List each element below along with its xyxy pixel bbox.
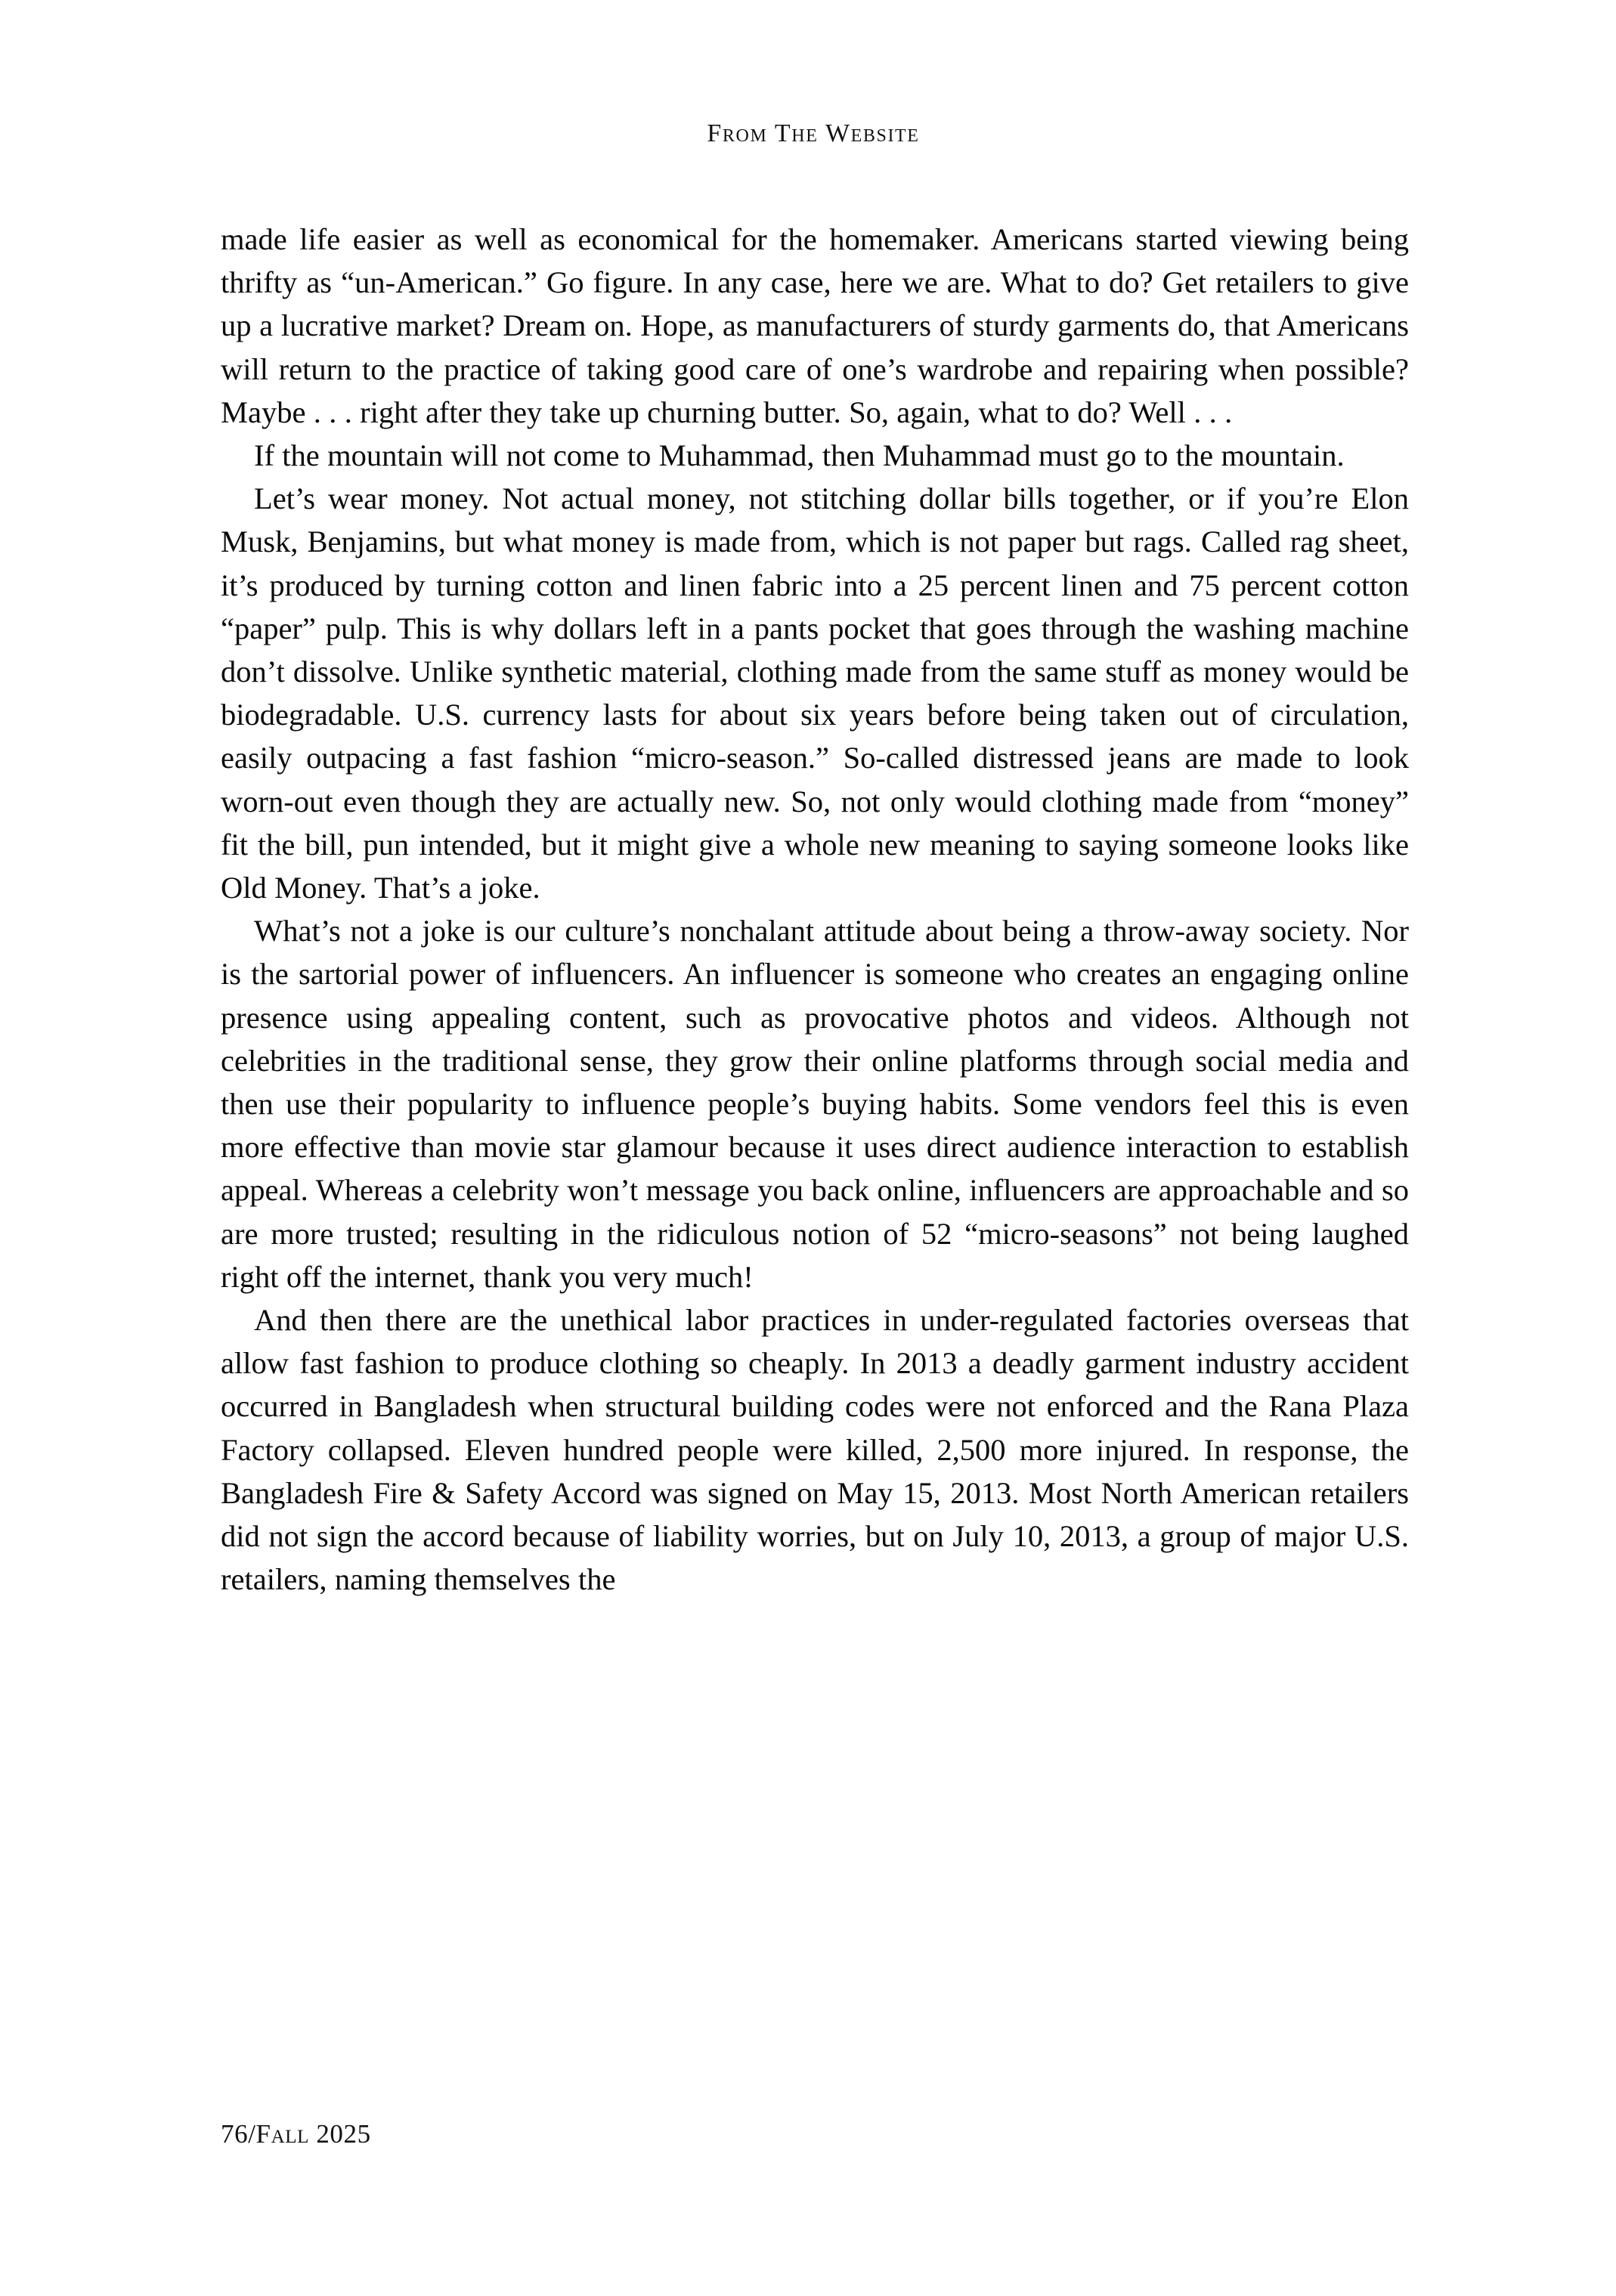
page-folio: 76/Fall 2025 — [221, 2119, 371, 2149]
body-text-column — [221, 218, 1409, 1601]
running-head: From The Website — [707, 119, 920, 147]
paragraph-labor: And then there are the unethical labor practices in under-regulated factories overseas that allow fast fashion to produce clothing so cheaply. In 2013 a deadly garment industry accident occurred in Bangladesh when structural building codes were not enforced and the Rana Plaza Factory collapsed. Eleven hundred people were killed, 2,500 more injured. In response, the Bangladesh Fire & Safety Accord was signed on May 15, 2013. Most North American retailers did not sign the accord because of liability worries, but on July 10, 2013, a group of major U.S. retailers, naming themselves the — [221, 1303, 1409, 1597]
paragraph-mountain: If the mountain will not come to Muhammad, then Muhammad must go to the mountain. — [254, 438, 1345, 473]
paragraph-influencers: What’s not a joke is our culture’s nonchalant attitude about being a throw-away society. Nor is the sartorial power of influencers. An influencer is someone who creates an engaging online presence using appealing content, such as provocative photos and videos. Although not celebrities in the traditional sense, they grow their online platforms through social media and then use their popularity to influence people’s buying habits. Some vendors feel this is even more effective than movie star glamour because it uses direct audience interaction to establish appeal. Whereas a celebrity won’t message you back online, influencers are approachable and so are more trusted; resulting in the ridiculous notion of 52 “micro-seasons” not being laughed right off the internet, thank you very much! — [221, 914, 1409, 1294]
paragraph-wear-money: Let’s wear money. Not actual money, not stitching dollar bills together, or if you’re Elon Musk, Benjamins, but what money is made from, which is not paper but rags. Called rag sheet, it’s produced by turning cotton and linen fabric into a 25 percent linen and 75 percent cotton “paper” pulp. This is why dollars left in a pants pocket that goes through the washing machine don’t dissolve. Unlike synthetic material, clothing made from the same stuff as money would be biodegradable. U.S. currency lasts for about six years before being taken out of circulation, easily outpacing a fast fashion “micro-season.” So-called distressed jeans are made to look worn-out even though they are actually new. So, not only would clothing made from “money” fit the bill, pun intended, but it might give a whole new meaning to saying someone looks like Old Money. That’s a joke. — [221, 481, 1409, 905]
paragraph-continued: made life easier as well as economical for the homemaker. Americans started viewing being thrifty as “un-American.” Go figure. In any case, here we are. What to do? Get retailers to give up a lucrative market? Dream on. Hope, as manufacturers of sturdy garments do, that Americans will return to the practice of taking good care of one’s wardrobe and repairing when possible? Maybe . . . right after they take up churning butter. So, again, what to do? Well . . . — [221, 222, 1409, 429]
